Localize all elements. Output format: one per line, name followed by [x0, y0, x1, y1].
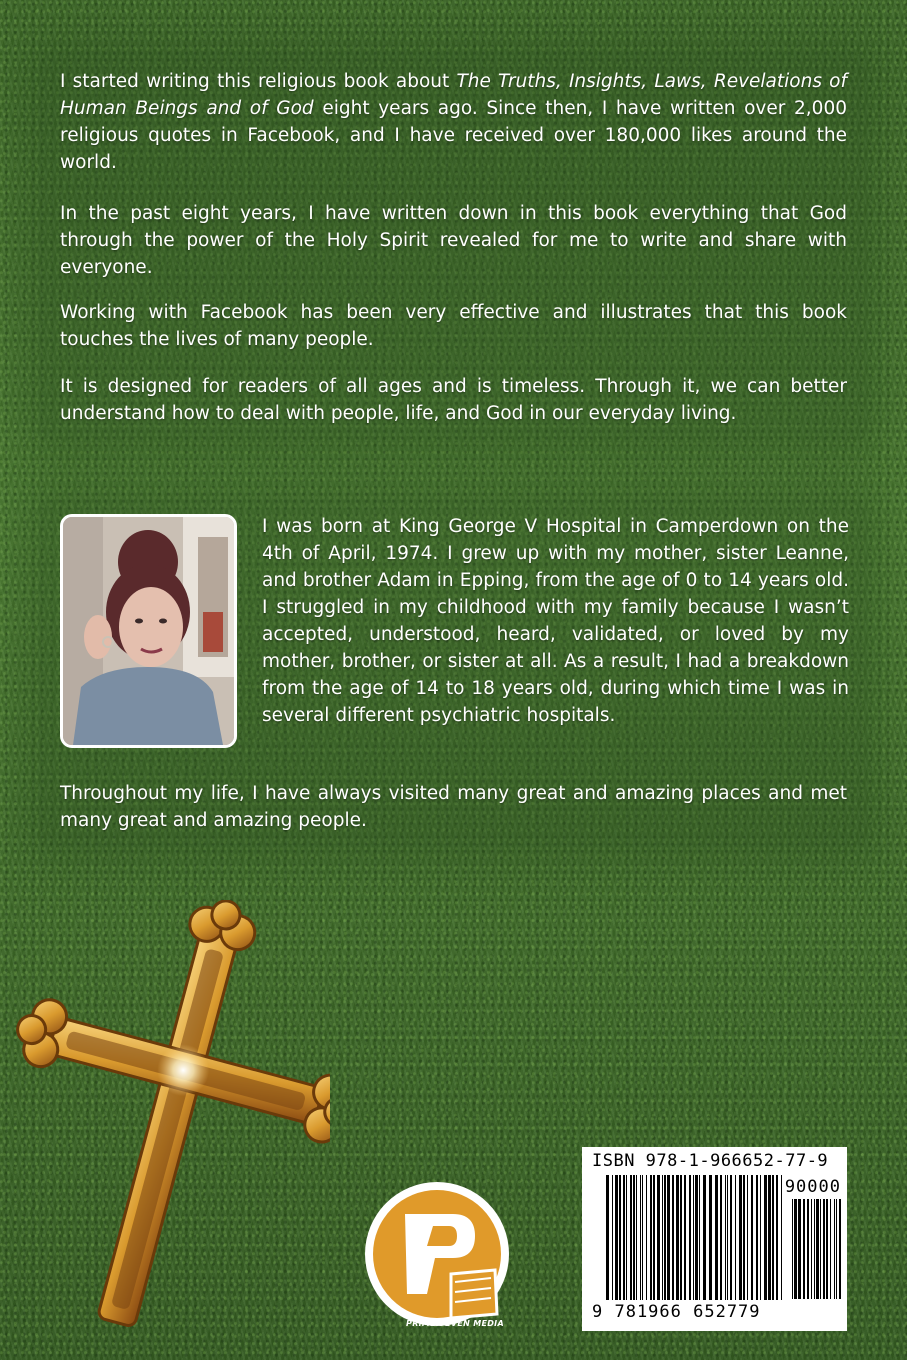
blurb-paragraph-2: In the past eight years, I have written down in this book everything that God through the power of the Holy Spirit revealed for me to write and share with everyone. [60, 203, 847, 278]
barcode-bar [727, 1175, 728, 1300]
barcode-bar [680, 1175, 682, 1300]
barcode-bar [836, 1199, 837, 1299]
blurb-paragraph-1 [60, 68, 847, 176]
barcode-bar [798, 1199, 801, 1299]
barcode-bar [772, 1175, 774, 1300]
barcode-bar [633, 1175, 635, 1300]
barcode-bar [709, 1175, 712, 1300]
barcode-bar [695, 1175, 698, 1300]
barcode-bar [735, 1175, 736, 1300]
barcode-bar [730, 1175, 732, 1300]
barcode-bar [703, 1175, 706, 1300]
barcode-bar [689, 1175, 691, 1300]
barcode-bar [743, 1175, 745, 1300]
barcode-bar [807, 1199, 809, 1299]
barcode-bar [619, 1175, 621, 1300]
barcode-bar [615, 1175, 618, 1300]
barcode-bar [684, 1175, 686, 1300]
barcode-bar [747, 1175, 748, 1300]
barcode-bar [751, 1175, 753, 1300]
barcode-bars [606, 1175, 786, 1300]
barcode-bar [662, 1175, 663, 1300]
ean-digits: 9 781966 652779 [592, 1302, 761, 1322]
price-code: 90000 [784, 1177, 841, 1197]
barcode-bar [657, 1175, 660, 1300]
barcode-bar [803, 1199, 805, 1299]
barcode-bar [839, 1199, 841, 1299]
blurb-text: I started writing this religious book about [60, 71, 457, 92]
publisher-logo [355, 1174, 520, 1339]
barcode-bar [814, 1199, 815, 1299]
barcode-bar [768, 1175, 771, 1300]
barcode-bar [725, 1175, 726, 1300]
blurb-paragraph-3: Working with Facebook has been very effective and illustrates that this book touches the lives of many people. [60, 302, 847, 350]
barcode-bar [776, 1175, 778, 1300]
barcode-bar [636, 1175, 637, 1300]
barcode-bar [792, 1199, 793, 1299]
barcode-bar [623, 1175, 625, 1300]
barcode-bar [667, 1175, 670, 1300]
publisher-name: PRIME SEVEN MEDIA [406, 1319, 504, 1328]
cross-icon [15, 900, 330, 1345]
barcode-bar [823, 1199, 825, 1299]
barcode-bar [676, 1175, 679, 1300]
barcode [582, 1147, 847, 1331]
barcode-bar [630, 1175, 632, 1300]
barcode-bar [693, 1175, 694, 1300]
barcode-bar [781, 1175, 782, 1300]
barcode-bar [794, 1199, 797, 1299]
barcode-bar [646, 1175, 647, 1300]
barcode-bar [672, 1175, 674, 1300]
barcode-bar [764, 1175, 767, 1300]
barcode-bar [606, 1175, 609, 1300]
barcode-bar [699, 1175, 700, 1300]
isbn-label: ISBN 978-1-966652-77-9 [592, 1151, 829, 1171]
barcode-bar [664, 1175, 666, 1300]
barcode-bar [811, 1199, 812, 1299]
barcode-bar [612, 1175, 613, 1300]
barcode-bar [720, 1175, 722, 1300]
barcode-bar [640, 1175, 641, 1300]
barcode-bar [642, 1175, 643, 1300]
book-title: The Truths, Insights, Laws, Revelations of Human Beings and of God [60, 71, 847, 119]
author-life: Throughout my life, I have always visited many great and amazing places and met many great and amazing people. [60, 783, 847, 831]
barcode-bar [715, 1175, 718, 1300]
barcode-bar [626, 1175, 627, 1300]
barcode-bar [834, 1199, 835, 1299]
barcode-bar [820, 1199, 821, 1299]
blurb-text: eight years ago. Since then, I have written over 2,000 religious quotes in Facebook, and I have received over 180,000 likes around the world. [60, 98, 847, 173]
barcode-bar [826, 1199, 828, 1299]
author-photo [60, 514, 237, 748]
barcode-bar [816, 1199, 819, 1299]
author-bio: I was born at King George V Hospital in Camperdown on the 4th of April, 1974. I grew up with my mother, sister Leanne, and brother Adam in Epping, from the age of 0 to 14 years old. I struggled in my childhood with my family because I wasn’t accepted, understood, heard, validated, or loved by my mother, brother, or sister at all. As a result, I had a breakdown from the age of 14 to 18 years old, during which time I was in several different psychiatric hospitals. [262, 516, 849, 726]
barcode-bar [739, 1175, 742, 1300]
barcode-bar [756, 1175, 758, 1300]
barcode-bar [830, 1199, 831, 1299]
barcode-bar [760, 1175, 761, 1300]
blurb-paragraph-4: It is designed for readers of all ages and is timeless. Through it, we can better understand how to deal with people, life, and God in our everyday living. [60, 376, 847, 424]
barcode-bar [653, 1175, 655, 1300]
barcode-bar [650, 1175, 652, 1300]
barcode-addon-bars [792, 1199, 842, 1299]
